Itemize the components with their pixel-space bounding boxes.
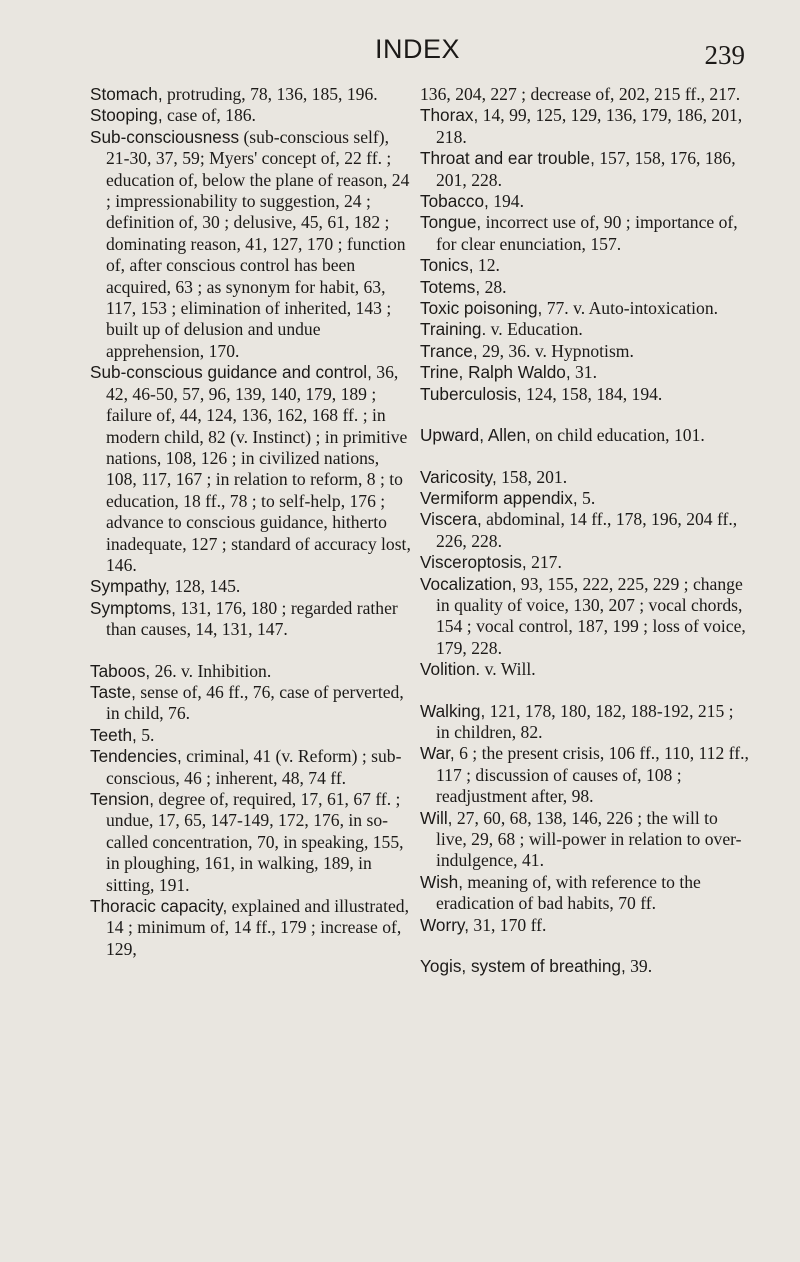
index-heading: Vocalization,: [420, 573, 517, 594]
index-references: case of, 186.: [162, 105, 256, 126]
index-entry: [420, 341, 750, 362]
index-entry: [420, 552, 750, 573]
index-entry: [420, 105, 750, 148]
page-number: 239: [704, 40, 745, 70]
index-references: 26. v. Inhibition.: [150, 660, 272, 681]
index-heading: Throat and ear trouble,: [420, 148, 595, 169]
page-title: INDEX: [374, 34, 461, 64]
index-heading: Worry,: [420, 914, 470, 935]
index-heading: Will,: [420, 807, 453, 828]
index-entry: [420, 808, 750, 872]
index-references: 5.: [136, 724, 155, 745]
index-references: 14, 99, 125, 129, 136, 179, 186, 201, 218.: [436, 105, 743, 147]
index-references: 128, 145.: [169, 576, 241, 597]
index-references: 5.: [577, 487, 596, 508]
index-heading: Vermiform appendix,: [420, 487, 578, 508]
index-references: 39.: [625, 956, 653, 977]
index-entry: [420, 915, 750, 936]
index-column-right: [420, 84, 750, 977]
index-references: 28.: [480, 276, 507, 297]
index-heading: Tobacco,: [420, 191, 489, 212]
index-entry: [90, 746, 412, 789]
index-entry: [420, 319, 750, 340]
section-gap: [420, 447, 750, 467]
index-references: on child education, 101.: [530, 425, 705, 446]
index-entry: [90, 105, 412, 126]
index-references: 12.: [473, 255, 500, 276]
index-entry: [420, 743, 750, 807]
index-entry: [420, 277, 750, 298]
index-references: meaning of, with reference to the eradication of bad habits, 70 ff.: [436, 871, 701, 914]
section-gap: [90, 641, 412, 661]
index-heading: Yogis, system of breathing,: [420, 956, 626, 977]
index-entry: [90, 789, 412, 896]
index-entry: [90, 725, 412, 746]
index-entry: [90, 362, 412, 576]
index-heading: Symptoms,: [90, 597, 176, 618]
index-entry: [420, 488, 750, 509]
index-heading: Training.: [420, 319, 487, 340]
index-entry: [90, 576, 412, 597]
index-references: 29, 36. v. Hypnotism.: [477, 340, 634, 361]
index-references: explained and illustrated, 14 ; minimum of, 14 ff., 179 ; increase of, 129,: [106, 896, 409, 959]
index-entry: [90, 84, 412, 105]
index-references: protruding, 78, 136, 185, 196.: [162, 84, 378, 104]
index-heading: Thorax,: [420, 105, 479, 126]
index-entry: [90, 896, 412, 960]
index-entry: [420, 872, 750, 915]
index-entry: [420, 255, 750, 276]
index-references: 217.: [526, 552, 562, 573]
index-heading: Sympathy,: [90, 576, 170, 597]
index-references: 27, 60, 68, 138, 146, 226 ; the will to live, 29, 68 ; will-power in relation to over-indulgence, 41.: [436, 807, 742, 871]
index-references: 31, 170 ff.: [469, 914, 547, 935]
index-entry: [90, 682, 412, 725]
index-entry: [90, 127, 412, 362]
section-gap: [420, 405, 750, 425]
index-heading: Viscera,: [420, 509, 482, 530]
index-heading: Wish,: [420, 871, 463, 892]
index-heading: Tuberculosis,: [420, 383, 522, 404]
index-references: sense of, 46 ff., 76, case of perverted, in child, 76.: [106, 681, 404, 724]
page-header: [90, 34, 745, 78]
index-entry: [420, 298, 750, 319]
index-references: 6 ; the present crisis, 106 ff., 110, 112 ff., 117 ; discussion of causes of, 108 ; readjustment after, 98.: [436, 743, 749, 807]
index-heading: Tension,: [90, 789, 155, 809]
index-entry: [420, 384, 750, 405]
index-entry: [90, 598, 412, 641]
index-references: 31.: [570, 362, 597, 383]
index-references: 194.: [488, 191, 524, 212]
index-references: degree of, required, 17, 61, 67 ff. ; undue, 17, 65, 147-149, 172, 176, in so-called concentration, 70, in speaking, 155, in ploughing, 161, in walking, 189, in sitting, 191.: [106, 789, 404, 895]
index-references: 93, 155, 222, 225, 229 ; change in quality of voice, 130, 207 ; vocal chords, 154 ; vocal control, 187, 199 ; loss of voice, 179, 228.: [436, 573, 746, 658]
index-entry: [90, 661, 412, 682]
index-references: v. Will.: [480, 659, 536, 680]
index-heading: Taste,: [90, 681, 136, 702]
index-heading: Tonics,: [420, 255, 474, 276]
index-heading: Tendencies,: [90, 746, 182, 767]
index-entry: [420, 701, 750, 744]
index-entry: [420, 509, 750, 552]
index-references: incorrect use of, 90 ; importance of, for clear enunciation, 157.: [436, 212, 738, 254]
index-references: abdominal, 14 ff., 178, 196, 204 ff., 226, 228.: [436, 509, 738, 551]
index-heading: Trance,: [420, 340, 478, 361]
index-heading: Walking,: [420, 700, 486, 721]
index-heading: Taboos,: [90, 660, 151, 681]
index-heading: Upward, Allen,: [420, 425, 531, 446]
index-entry: [420, 84, 750, 105]
index-entry: [420, 659, 750, 680]
index-heading: Thoracic capacity,: [90, 896, 228, 917]
index-entry: [420, 148, 750, 191]
index-heading: Visceroptosis,: [420, 552, 527, 573]
index-column-left: [90, 84, 412, 960]
index-references: v. Education.: [486, 319, 583, 340]
index-entry: [420, 467, 750, 488]
index-entry: [420, 191, 750, 212]
index-heading: Volition.: [420, 659, 481, 680]
index-references: 157, 158, 176, 186, 201, 228.: [436, 148, 736, 190]
index-heading: Stomach,: [90, 84, 163, 104]
index-references: criminal, 41 (v. Reform) ; sub-conscious, 46 ; inherent, 48, 74 ff.: [106, 746, 402, 788]
index-entry: [420, 212, 750, 255]
index-heading: Tongue,: [420, 212, 482, 233]
index-references: 121, 178, 180, 182, 188-192, 215 ; in children, 82.: [436, 700, 734, 742]
index-entry: [420, 425, 750, 446]
index-references: 136, 204, 227 ; decrease of, 202, 215 ff., 217.: [420, 84, 741, 104]
index-heading: Varicosity,: [420, 466, 497, 487]
index-heading: Stooping,: [90, 105, 163, 126]
index-heading: War,: [420, 743, 455, 764]
index-references: 77. v. Auto-intoxication.: [542, 298, 719, 319]
index-heading: Sub-conscious guidance and control,: [90, 362, 372, 383]
index-heading: Teeth,: [90, 724, 137, 745]
index-entry: [420, 956, 750, 977]
index-references: 131, 176, 180 ; regarded rather than causes, 14, 131, 147.: [106, 597, 398, 640]
index-heading: Toxic poisoning,: [420, 298, 543, 319]
section-gap: [420, 936, 750, 956]
index-references: 36, 42, 46-50, 57, 96, 139, 140, 179, 189 ; failure of, 44, 124, 136, 162, 168 ff. ; in modern child, 82 (v. Instinct) ; in primitive nations, 108, 126 ; in civilized nations, 108, 117, 167 ; in relation to reform, 8 ; to education, 18 ff., 78 ; to self-help, 176 ; advance to conscious guidance, hitherto inadequate, 127 ; standard of accuracy lost, 146.: [106, 362, 411, 575]
index-references: (sub-conscious self), 21-30, 37, 59; Myers' concept of, 22 ff. ; education of, below the plane of reason, 24 ; impressionability to suggestion, 24 ; definition of, 30 ; delusive, 45, 61, 182 ; dominating reason, 41, 127, 170 ; function of, after conscious control has been acquired, 63 ; as synonym for habit, 63, 117, 153 ; elimination of inherited, 143 ; built up of delusion and undue apprehension, 170.: [106, 126, 410, 361]
index-heading: Totems,: [420, 276, 481, 297]
index-heading: Sub-consciousness: [90, 126, 240, 147]
index-entry: [420, 362, 750, 383]
index-heading: Trine, Ralph Waldo,: [420, 362, 571, 383]
index-entry: [420, 574, 750, 660]
section-gap: [420, 681, 750, 701]
index-references: 158, 201.: [496, 466, 568, 487]
index-references: 124, 158, 184, 194.: [521, 383, 663, 404]
